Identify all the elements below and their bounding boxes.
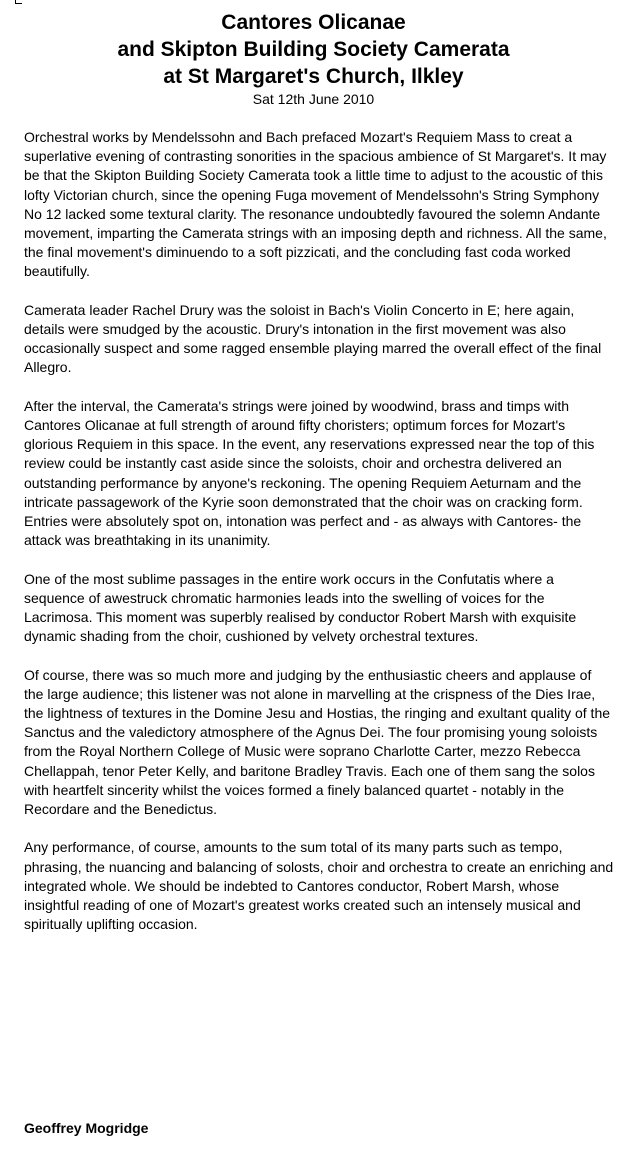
paragraph-3: After the interval, the Camerata's strings were joined by woodwind, brass and timps with Cantores Olicanae at full strength of around fifty choristers; optimum forces for Mozart's glorious Requiem in this space. In the event, any reservations expressed near the top of this review could be instantly cast aside since the soloists, choir and orchestra delivered an outstanding performance by anyone's reckoning. The opening Requiem Aeturnam and the intricate passagework of the Kyrie soon demonstrated that the choir was on cracking form. Entries were absolutely spot on, intonation was perfect and - as always with Cantores- the attack was breathtaking in its unanimity. <box>24 397 595 549</box>
paragraph-6: Any performance, of course, amounts to the sum total of its many parts such as tempo, phrasing, the nuancing and balancing of solosts, choir and orchestra to create an enriching and integrated whole. We should be indebted to Cantores conductor, Robert Marsh, whose insightful reading of one of Mozart's greatest works created such an intensely musical and spiritually uplifting occasion. <box>24 839 614 933</box>
title-line-2: and Skipton Building Society Camerata <box>117 38 510 61</box>
title-line-1: Cantores Olicanae <box>221 11 406 34</box>
concert-date: Sat 12th June 2010 <box>252 91 375 107</box>
title-line-3: at St Margaret's Church, Ilkley <box>163 65 464 88</box>
review-header <box>0 9 627 108</box>
paragraph-5: Of course, there was so much more and judging by the enthusiastic cheers and applause of the large audience; this listener was not alone in marvelling at the crispness of the Dies Irae, the lightness of textures in the Domine Jesu and Hostias, the ringing and exultant quality of the Sanctus and the valedictory atmosphere of the Agnus Dei. The four promising young soloists from the Royal Northern College of Music were soprano Charlotte Carter, mezzo Rebecca Chellappah, tenor Peter Kelly, and baritone Bradley Travis. Each one of them sang the solos with heartfelt sincerity whilst the voices formed a finely balanced quartet - notably in the Recordare and the Benedictus. <box>24 666 611 818</box>
author-name: Geoffrey Mogridge <box>24 1120 149 1136</box>
paragraph-4: One of the most sublime passages in the entire work occurs in the Confutatis where a sequence of awestruck chromatic harmonies leads into the swelling of voices for the Lacrimosa. This moment was superbly realised by conductor Robert Marsh with exquisite dynamic shading from the choir, cushioned by velvety orchestral textures. <box>24 570 577 645</box>
corner-mark <box>15 0 22 4</box>
review-body <box>24 128 614 954</box>
paragraph-2: Camerata leader Rachel Drury was the soloist in Bach's Violin Concerto in E; here again, details were smudged by the acoustic. Drury's intonation in the first movement was also occasionally suspect and some ragged ensemble playing marred the overall effect of the final Allegro. <box>24 301 602 376</box>
paragraph-1: Orchestral works by Mendelssohn and Bach prefaced Mozart's Requiem Mass to creat a superlative evening of contrasting sonorities in the spacious ambience of St Margaret's. It may be that the Skipton Building Society Camerata took a little time to adjust to the acoustic of this lofty Victorian church, since the opening Fuga movement of Mendelssohn's String Symphony No 12 lacked some textural clarity. The resonance undoubtedly favoured the solemn Andante movement, imparting the Camerata strings with an imposing depth and richness. All the same, the final movement's diminuendo to a soft pizzicati, and the concluding fast coda worked beautifully. <box>24 129 607 280</box>
